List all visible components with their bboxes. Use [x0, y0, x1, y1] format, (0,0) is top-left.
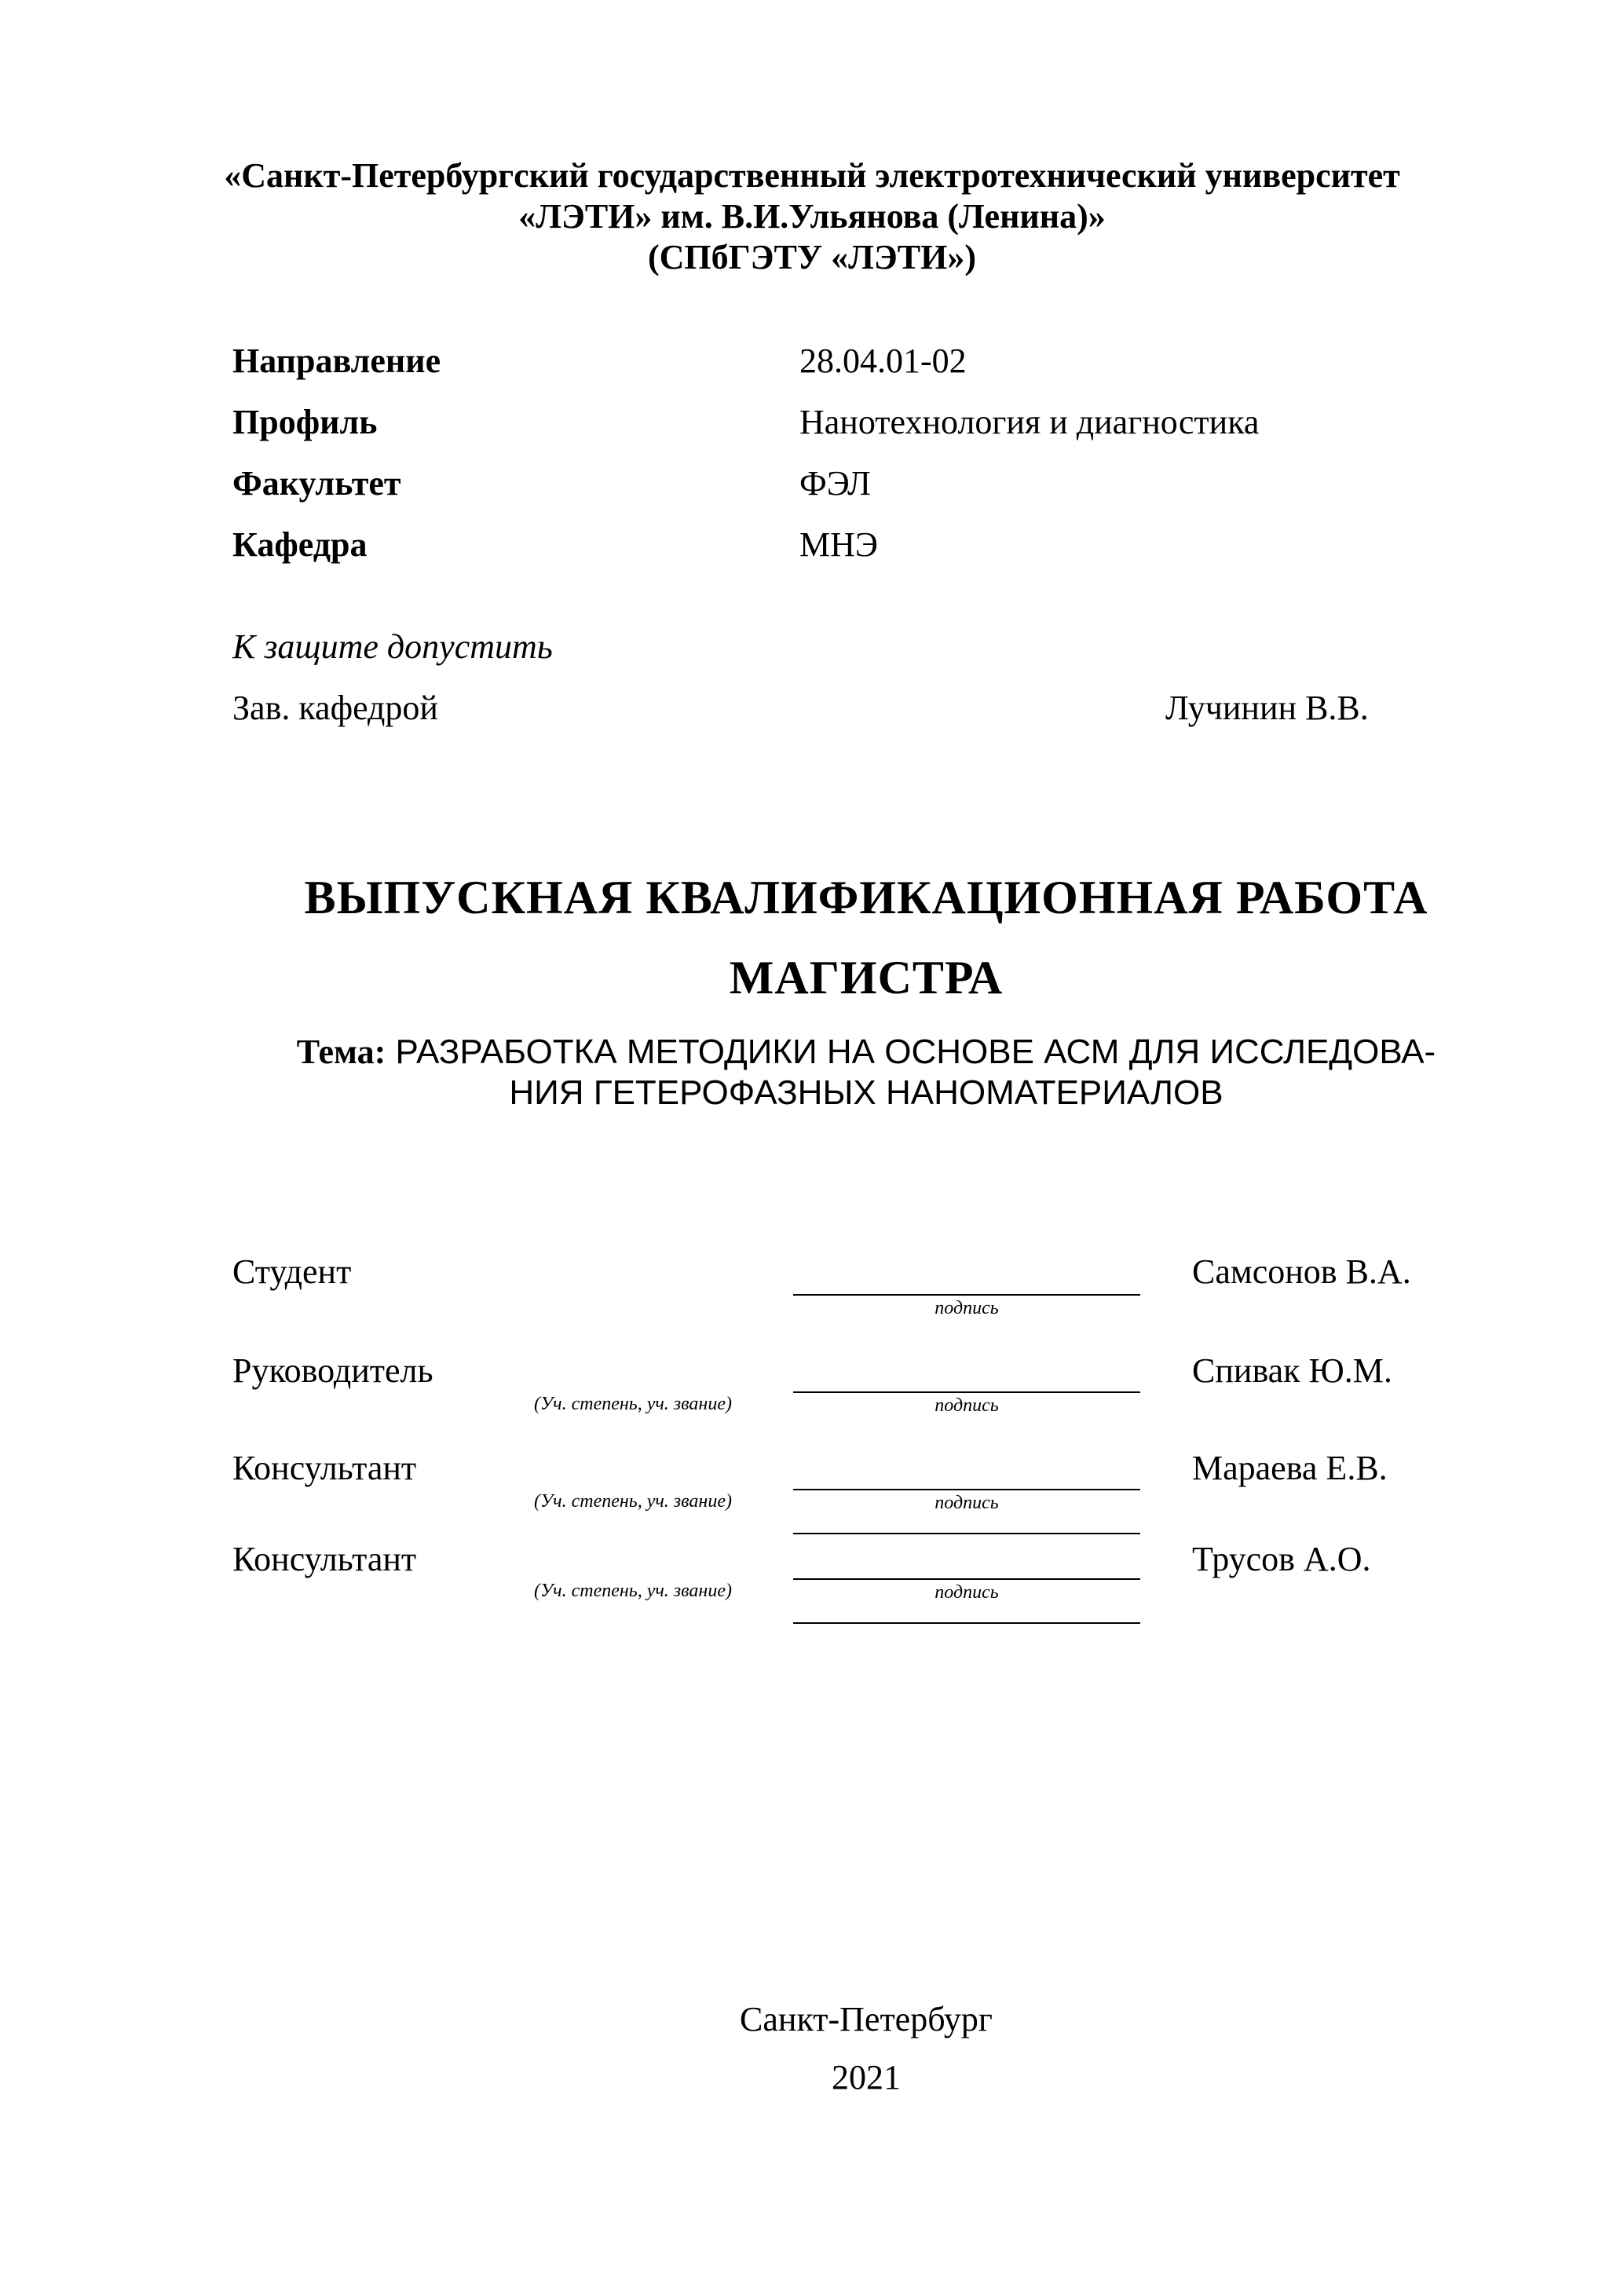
- department-label: Кафедра: [232, 525, 368, 564]
- work-title-line-1: ВЫПУСКНАЯ КВАЛИФИКАЦИОННАЯ РАБОТА: [304, 872, 1428, 923]
- supervisor-signature-caption: подпись: [935, 1395, 999, 1416]
- consultant-1-role: Консультант: [232, 1449, 417, 1487]
- theme-text-1: РАЗРАБОТКА МЕТОДИКИ НА ОСНОВЕ АСМ ДЛЯ ИССЛЕДОВА-: [395, 1033, 1436, 1071]
- direction-label: Направление: [232, 342, 441, 380]
- consultant-1-signature-caption: подпись: [935, 1493, 999, 1513]
- approval-position: Зав. кафедрой: [232, 689, 438, 727]
- consultant-2-underline: [793, 1622, 1140, 1624]
- supervisor-degree-caption: (Уч. степень, уч. звание): [534, 1394, 732, 1414]
- consultant-1-name: Мараева Е.В.: [1192, 1449, 1388, 1487]
- student-name: Самсонов В.А.: [1192, 1252, 1411, 1291]
- consultant-2-signature-caption: подпись: [935, 1582, 999, 1603]
- supervisor-signature-line: [793, 1391, 1140, 1393]
- department-value: МНЭ: [799, 525, 878, 564]
- consultant-1-underline: [793, 1533, 1140, 1534]
- consultant-2-name: Трусов А.О.: [1192, 1540, 1371, 1578]
- footer-city: Санкт-Петербург: [740, 2000, 993, 2038]
- profile-value: Нанотехнология и диагностика: [799, 403, 1260, 441]
- student-signature-line: [793, 1294, 1140, 1296]
- faculty-label: Факультет: [232, 464, 401, 503]
- consultant-2-signature-line: [793, 1578, 1140, 1580]
- consultant-1-signature-line: [793, 1489, 1140, 1490]
- student-signature-caption: подпись: [935, 1298, 999, 1318]
- direction-value: 28.04.01-02: [799, 342, 967, 380]
- university-abbreviation: (СПбГЭТУ «ЛЭТИ»): [648, 238, 976, 276]
- theme-text-2: НИЯ ГЕТЕРОФАЗНЫХ НАНОМАТЕРИАЛОВ: [509, 1073, 1223, 1112]
- work-title-line-2: МАГИСТРА: [729, 952, 1004, 1004]
- university-name-line-2: «ЛЭТИ» им. В.И.Ульянова (Ленина)»: [518, 197, 1106, 236]
- approval-name: Лучинин В.В.: [1165, 689, 1369, 727]
- consultant-2-role: Консультант: [232, 1540, 417, 1578]
- student-role: Студент: [232, 1252, 352, 1291]
- profile-label: Профиль: [232, 403, 378, 441]
- university-name-line-1: «Санкт-Петербургский государственный электротехнический университет: [224, 156, 1400, 195]
- consultant-1-degree-caption: (Уч. степень, уч. звание): [534, 1491, 732, 1512]
- faculty-value: ФЭЛ: [799, 464, 871, 503]
- footer-year: 2021: [832, 2058, 901, 2097]
- theme-label: Тема:: [296, 1033, 386, 1071]
- supervisor-role: Руководитель: [232, 1351, 433, 1390]
- approval-heading: К защите допустить: [232, 627, 553, 666]
- theme-line-1: [0, 1032, 1624, 1073]
- supervisor-name: Спивак Ю.М.: [1192, 1351, 1392, 1390]
- consultant-2-degree-caption: (Уч. степень, уч. звание): [534, 1581, 732, 1601]
